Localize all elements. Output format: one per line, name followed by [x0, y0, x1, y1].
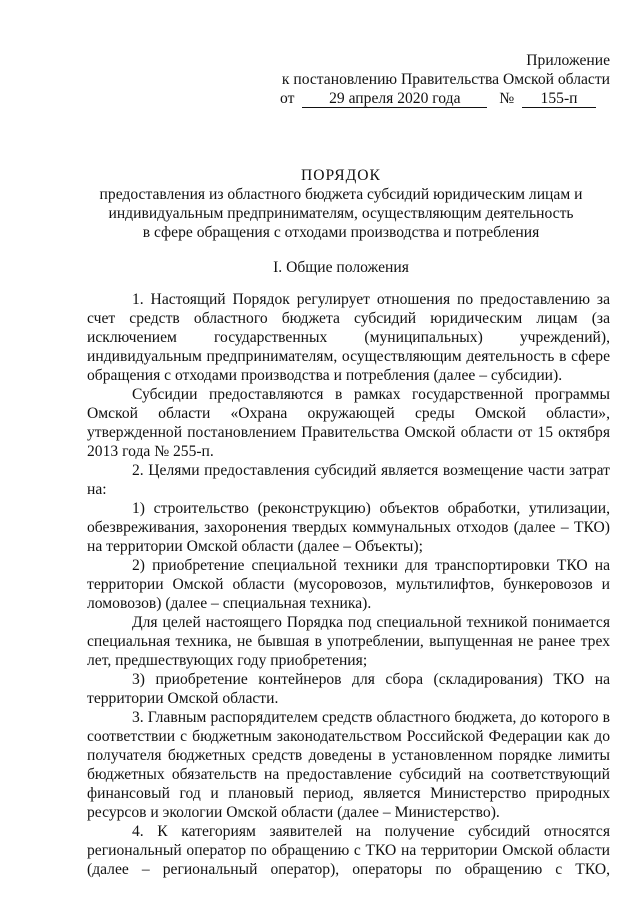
paragraph-7: 3) приобретение контейнеров для сбора (складирования) ТКО на территории Омской области.	[87, 671, 610, 707]
title-line-3: в сфере обращения с отходами производства и потребления	[142, 224, 540, 241]
document-title	[82, 166, 600, 242]
paragraph-1: 1. Настоящий Порядок регулирует отношения по предоставлению за счет средств областного бюджета субсидий юридическим лицам (за исключением государственных (муниципальных) учреждений), индивидуальным предпринимателям, осуществляющим деятельность в сфере обращения с отходами производства и потребления (далее – субсидии).	[87, 291, 610, 384]
number-label: №	[499, 90, 515, 107]
section-heading: I. Общие положения	[273, 259, 409, 276]
title-line-1: предоставления из областного бюджета субсидий юридическим лицам и	[99, 186, 583, 203]
appendix-reference: к постановлению Правительства Омской области	[281, 71, 610, 88]
paragraph-4: 1) строительство (реконструкцию) объектов обработки, утилизации, обезвреживания, захоронения твердых коммунальных отходов (далее – ТКО) на территории Омской области (далее – Объекты);	[87, 500, 610, 555]
appendix-header	[260, 51, 610, 108]
paragraph-8: 3. Главным распорядителем средств областного бюджета, до которого в соответствии с бюджетным законодательством Российской Федерации как до получателя бюджетных средств доведены в установленном порядке лимиты бюджетных обязательств на предоставление субсидий на соответствующий финансовый год и плановый период, является Министерство природных ресурсов и экологии Омской области (далее – Министерство).	[87, 709, 610, 821]
paragraph-2: Субсидии предоставляются в рамках государственной программы Омской области «Охрана окружающей среды Омской области», утвержденной постановлением Правительства Омской области от 15 октября 2013 года № 255-п.	[87, 386, 610, 460]
title-line-2: индивидуальным предпринимателям, осуществляющим деятельность	[108, 205, 574, 222]
paragraph-9: 4. К категориям заявителей на получение субсидий относятся региональный оператор по обращению с ТКО на территории Омской области (далее – региональный оператор), операторы по обращению с ТКО,	[87, 823, 610, 878]
paragraph-3: 2. Целями предоставления субсидий является возмещение части затрат на:	[87, 462, 610, 498]
decree-date: 29 апреля 2020 года	[302, 91, 487, 108]
paragraph-5: 2) приобретение специальной техники для транспортировки ТКО на территории Омской области (мусоровозов, мультилифтов, бункеровозов и ломовозов) (далее – специальная техника).	[87, 557, 610, 612]
title-heading: ПОРЯДОК	[301, 167, 381, 184]
document-body	[87, 290, 610, 879]
appendix-title: Приложение	[526, 52, 610, 69]
paragraph-6: Для целей настоящего Порядка под специальной техникой понимается специальная техника, не бывшая в употреблении, выпущенная не ранее трех лет, предшествующих году приобретения;	[87, 614, 610, 669]
decree-number: 155-п	[522, 91, 596, 108]
from-label: от	[280, 90, 295, 107]
appendix-date-number	[260, 89, 610, 108]
